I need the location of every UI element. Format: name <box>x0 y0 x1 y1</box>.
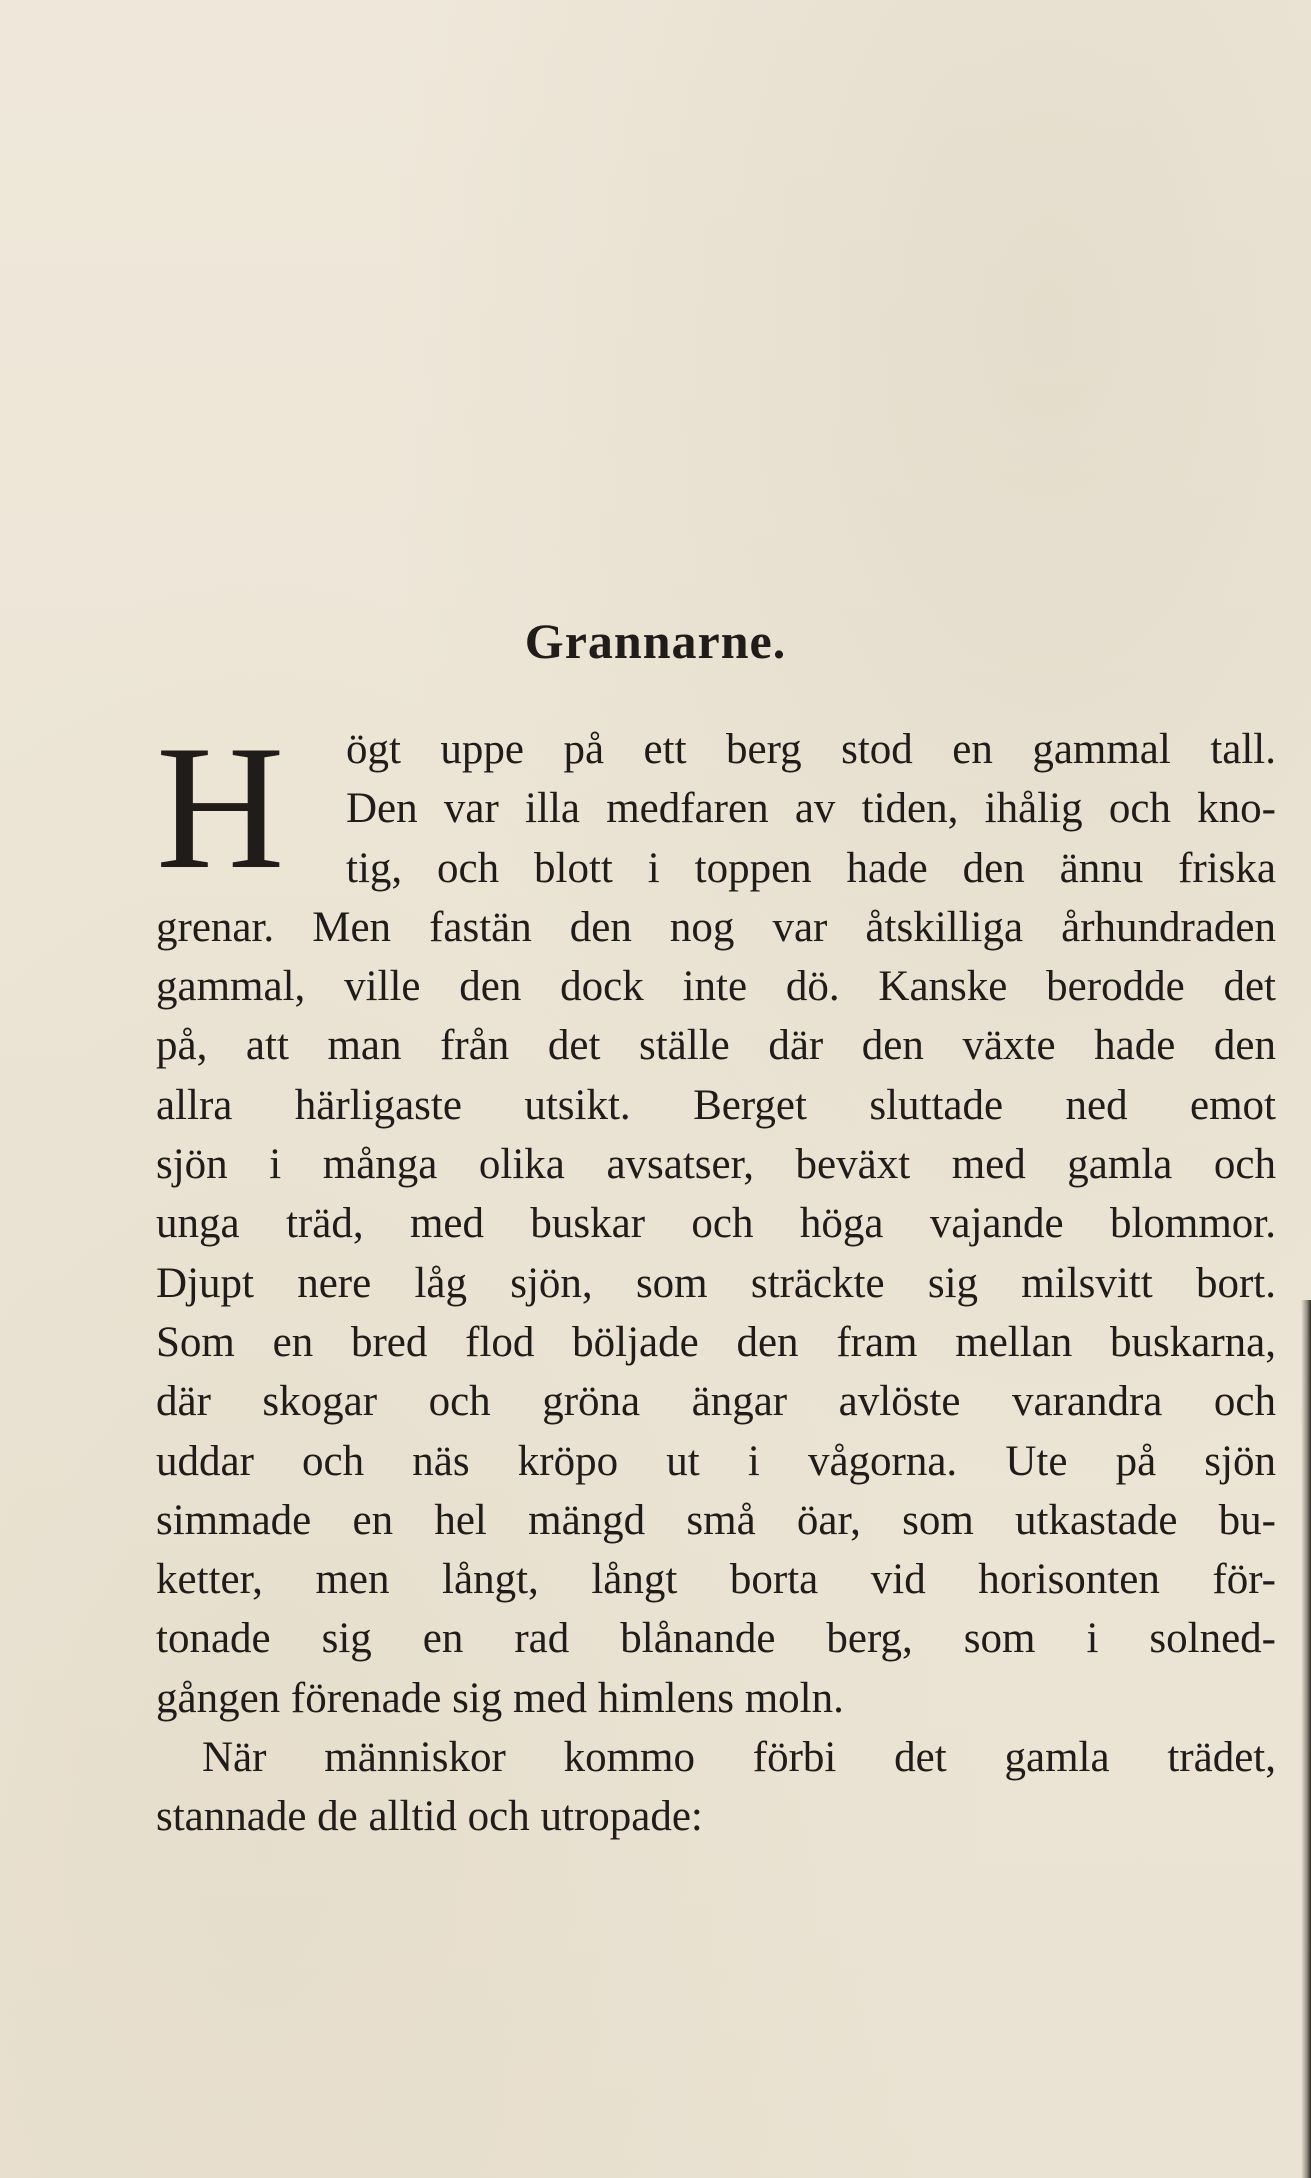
text-line: När människor kommo förbi det gamla trädet, <box>202 1734 1276 1782</box>
text-line: uddar och näs kröpo ut i vågorna. Ute på sjön <box>156 1437 1276 1485</box>
text-line: gången förenade sig med himlens moln. <box>156 1674 844 1722</box>
text-line: unga träd, med buskar och höga vajande blommor. <box>156 1200 1276 1248</box>
drop-cap: H <box>156 708 285 906</box>
body-text <box>156 708 1276 1847</box>
text-line: simmade en hel mängd små öar, som utkastade bu- <box>156 1496 1276 1544</box>
text-line: på, att man från det ställe där den växte hade den <box>156 1022 1276 1070</box>
text-line: ögt uppe på ett berg stod en gammal tall. <box>346 726 1276 773</box>
text-line: ketter, men långt, långt borta vid horisonten för- <box>156 1556 1276 1604</box>
text-line: Den var illa medfaren av tiden, ihålig och kno- <box>346 785 1276 833</box>
text-line: Djupt nere låg sjön, som sträckte sig milsvitt bort. <box>156 1259 1276 1307</box>
text-line: tonade sig en rad blånande berg, som i solned- <box>156 1615 1276 1663</box>
text-line: allra härligaste utsikt. Berget sluttade ned emot <box>156 1081 1276 1129</box>
text-line: gammal, ville den dock inte dö. Kanske berodde det <box>156 963 1276 1011</box>
text-line: grenar. Men fastän den nog var åtskilliga århundraden <box>156 903 1276 951</box>
chapter-title: Grannarne. <box>524 613 787 669</box>
page-edge-shadow <box>1301 1300 1311 2178</box>
text-line: sjön i många olika avsatser, beväxt med gamla och <box>156 1141 1276 1189</box>
text-line: tig, och blott i toppen hade den ännu friska <box>346 844 1276 892</box>
text-line: där skogar och gröna ängar avlöste varandra och <box>156 1378 1276 1426</box>
text-line: Som en bred flod böljade den fram mellan buskarna, <box>156 1318 1276 1366</box>
text-line: stannade de alltid och utropade: <box>156 1793 703 1841</box>
